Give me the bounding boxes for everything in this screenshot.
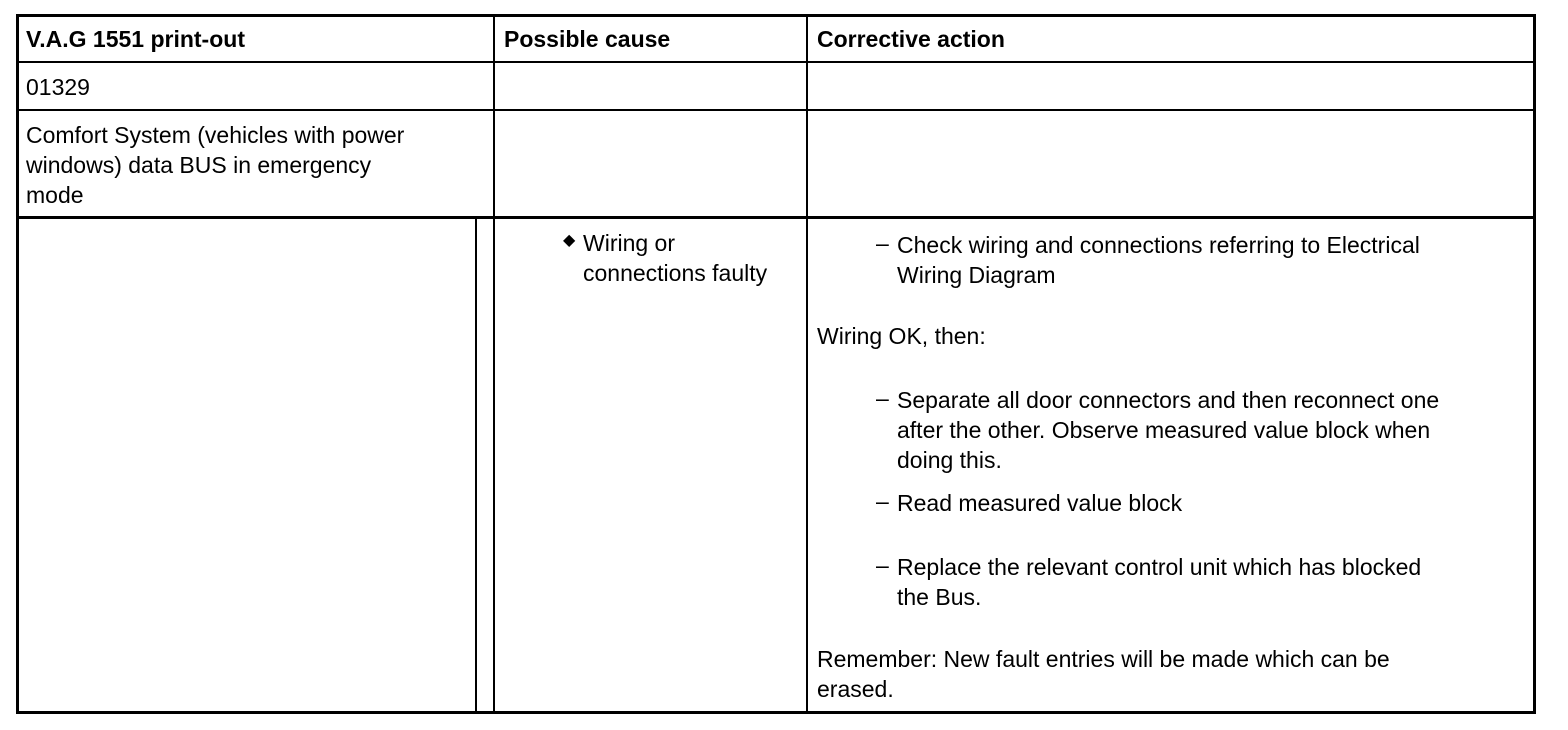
step2-line2: after the other. Observe measured value block when bbox=[897, 417, 1431, 443]
table-frame bbox=[16, 14, 1536, 714]
cause-line2: connections faulty bbox=[583, 260, 768, 286]
step4-dash-icon: – bbox=[876, 552, 889, 578]
step4-line1: Replace the relevant control unit which has blocked bbox=[897, 554, 1422, 580]
step2-line1: Separate all door connectors and then reconnect one bbox=[897, 387, 1440, 413]
fault-code: 01329 bbox=[26, 74, 90, 100]
wiring-ok-note: Wiring OK, then: bbox=[817, 323, 986, 349]
header-possible-cause: Possible cause bbox=[504, 26, 671, 52]
cause-line1: Wiring or bbox=[583, 230, 676, 256]
fault-description-line3: mode bbox=[26, 182, 84, 208]
header-divider bbox=[16, 61, 1536, 63]
row-divider-2 bbox=[16, 216, 1536, 219]
column-divider-1 bbox=[493, 14, 495, 714]
cause-bullet-icon: ◆ bbox=[563, 232, 576, 249]
inner-column-divider bbox=[475, 218, 477, 714]
fault-description-line2: windows) data BUS in emergency bbox=[26, 152, 372, 178]
header-corrective-action: Corrective action bbox=[817, 26, 1005, 52]
step3-dash-icon: – bbox=[876, 488, 889, 514]
header-printout: V.A.G 1551 print-out bbox=[26, 26, 245, 52]
remember-note-line1: Remember: New fault entries will be made which can be bbox=[817, 646, 1390, 672]
step3-line1: Read measured value block bbox=[897, 490, 1183, 516]
fault-description-line1: Comfort System (vehicles with power bbox=[26, 122, 405, 148]
remember-note-line2: erased. bbox=[817, 676, 894, 702]
step1-dash-icon: – bbox=[876, 230, 889, 256]
step2-line3: doing this. bbox=[897, 447, 1002, 473]
step2-dash-icon: – bbox=[876, 385, 889, 411]
column-divider-2 bbox=[806, 14, 808, 714]
step4-line2: the Bus. bbox=[897, 584, 982, 610]
step1-line1: Check wiring and connections referring to Electrical bbox=[897, 232, 1420, 258]
row-divider-1 bbox=[16, 109, 1536, 111]
step1-line2: Wiring Diagram bbox=[897, 262, 1056, 288]
